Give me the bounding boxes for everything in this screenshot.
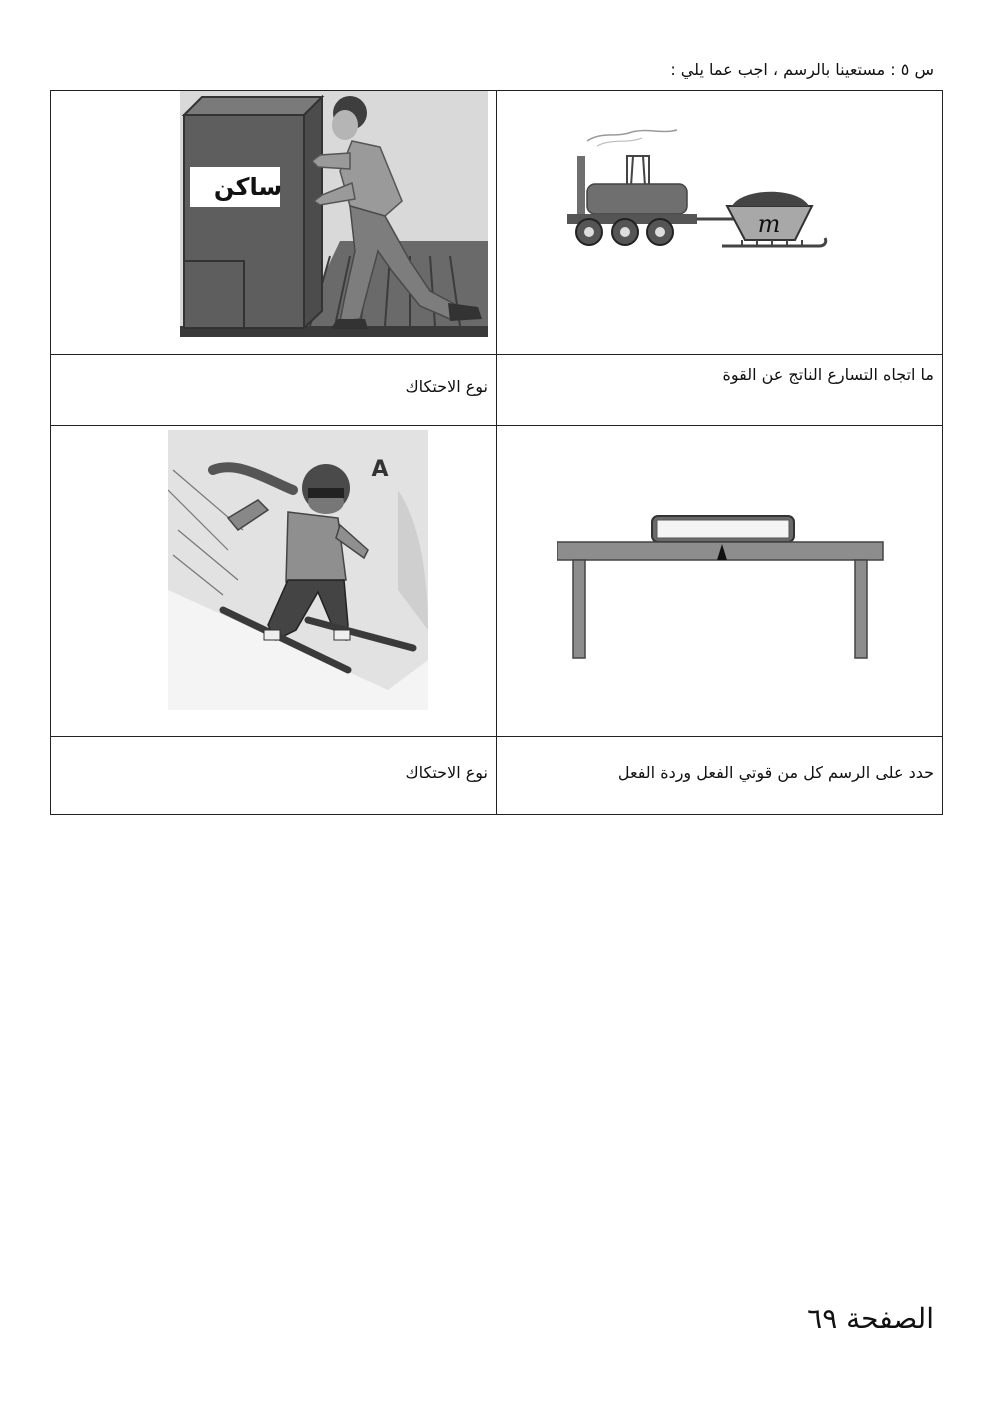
table-row: [51, 426, 943, 737]
friction-type-cell-2: [51, 737, 497, 815]
friction-type-cell-1: [51, 355, 497, 426]
question-heading: س ٥ : مستعينا بالرسم ، اجب عما يلي :: [670, 60, 934, 79]
train-cart-cell: [497, 91, 943, 355]
acceleration-question-text: ما اتجاه التسارع الناتج عن القوة: [722, 365, 934, 384]
acceleration-question-cell: [497, 355, 943, 426]
train-pulling-cart-figure: [557, 126, 857, 256]
cart-mass-label: m: [757, 210, 781, 238]
box-label: ساكن: [213, 173, 283, 201]
book-on-table-cell: [497, 426, 943, 737]
page-number: الصفحة ٦٩: [807, 1302, 934, 1335]
worksheet-table: [50, 90, 943, 815]
table-row: [51, 737, 943, 815]
skier-figure: [168, 430, 428, 710]
person-pushing-box-cell: [51, 91, 497, 355]
action-reaction-question-text: حدد على الرسم كل من قوتي الفعل وردة الفعل: [617, 763, 934, 782]
friction-type-label-2: نوع الاحتكاك: [405, 763, 488, 782]
book-on-table-figure: [557, 496, 887, 666]
skier-cell: [51, 426, 497, 737]
person-pushing-box-figure: [180, 91, 488, 337]
table-row: [51, 91, 943, 355]
friction-type-label-1: نوع الاحتكاك: [405, 377, 488, 396]
table-row: [51, 355, 943, 426]
skier-label: A: [371, 457, 389, 482]
action-reaction-question-cell: [497, 737, 943, 815]
